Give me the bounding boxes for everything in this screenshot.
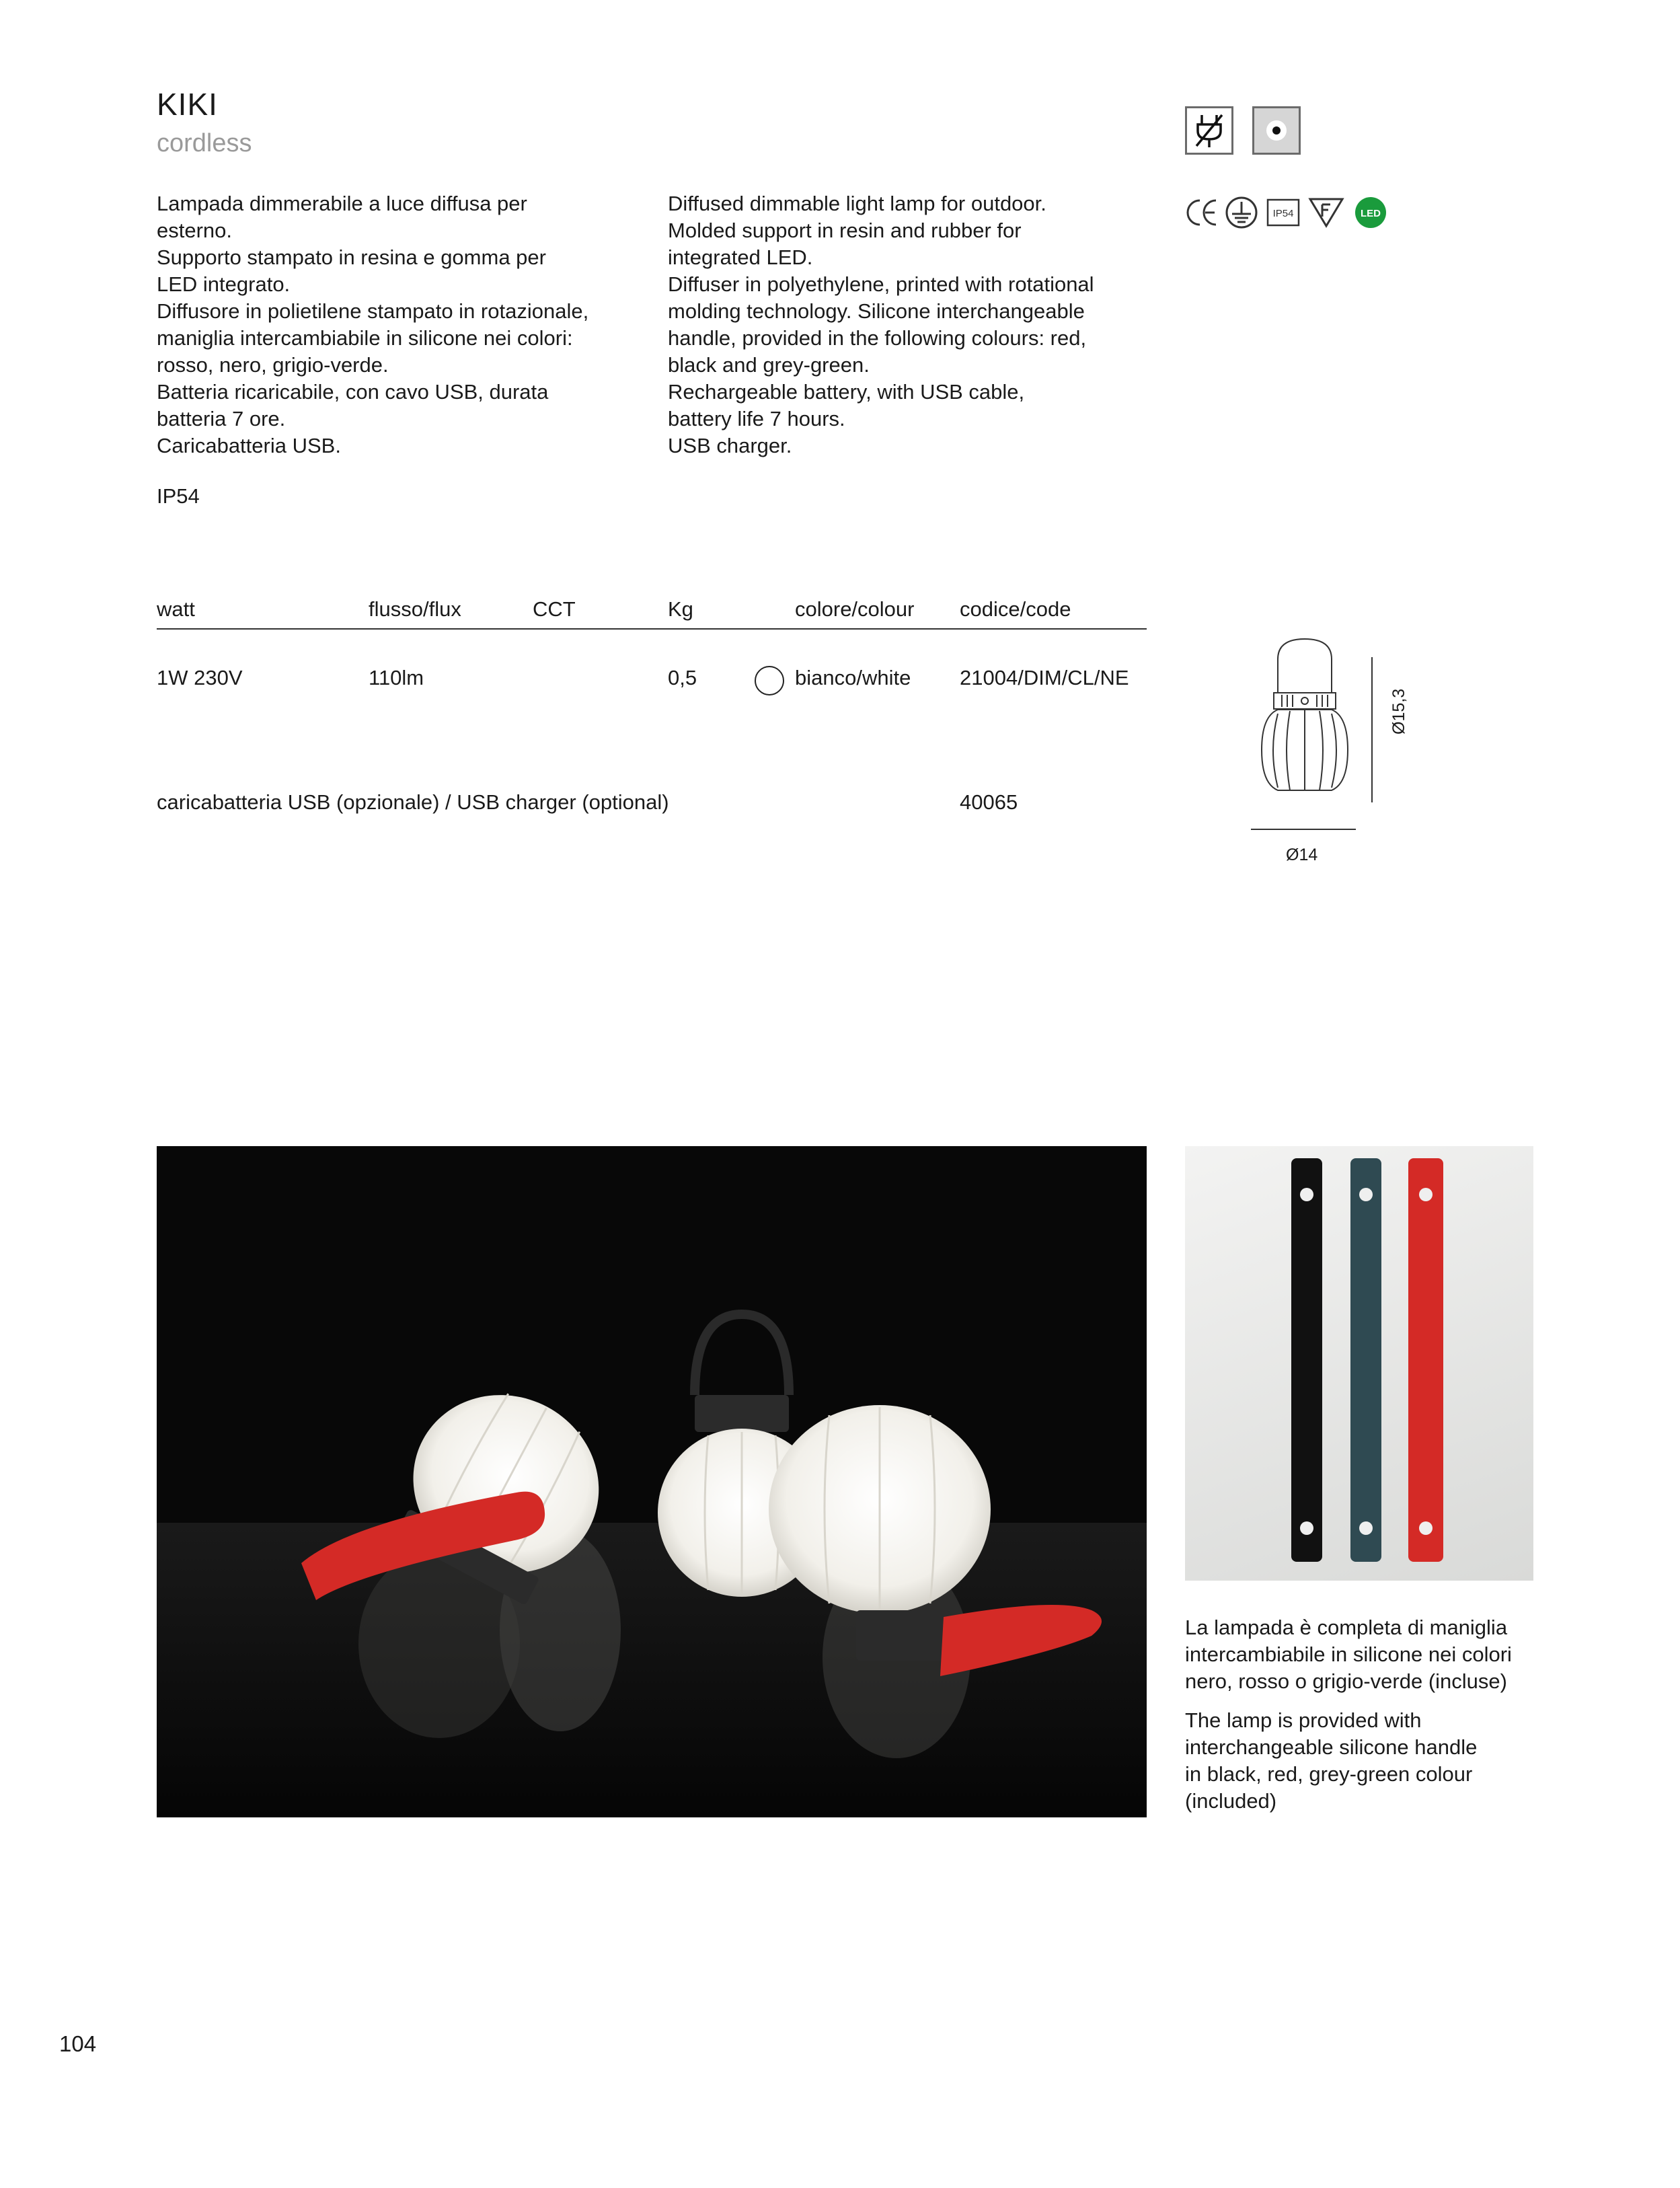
accessory-label: caricabatteria USB (opzionale) / USB charger (optional) bbox=[157, 790, 669, 814]
row-colour: bianco/white bbox=[795, 666, 911, 689]
row-flux: 110lm bbox=[369, 666, 424, 689]
page-number: 104 bbox=[59, 2031, 97, 2056]
ip-rating: IP54 bbox=[157, 484, 200, 508]
header-cct: CCT bbox=[533, 597, 576, 621]
technical-drawing bbox=[1237, 622, 1426, 878]
table-divider bbox=[157, 628, 1147, 630]
caption-english: The lamp is provided with interchangeable silicone handle in black, red, grey-green colour (included) bbox=[1185, 1708, 1478, 1813]
description-english: Diffused dimmable light lamp for outdoor. Molded support in resin and rubber for integrated LED. Diffuser in polyethylene, printed with rotational molding technology. Silicone interchangeable handle, provided in the following colours: red, black and grey-green. Rechargeable battery, with USB cable, battery life 7 hours. USB charger. bbox=[668, 192, 1094, 457]
svg-text:IP54: IP54 bbox=[1272, 208, 1294, 219]
product-title: KIKI bbox=[157, 87, 218, 122]
row-code: 21004/DIM/CL/NE bbox=[960, 666, 1129, 689]
caption-italian: La lampada è completa di maniglia intercambiabile in silicone nei colori nero, rosso o grigio-verde (incluse) bbox=[1185, 1616, 1512, 1693]
ce-mark-icon bbox=[1184, 195, 1219, 230]
header-flux: flusso/flux bbox=[369, 597, 461, 621]
colour-swatch-white bbox=[755, 666, 784, 695]
handles-photo bbox=[1185, 1146, 1533, 1581]
header-watt: watt bbox=[157, 597, 195, 621]
ip54-icon bbox=[1266, 195, 1301, 230]
height-dimension: Ø15,3 bbox=[1389, 688, 1408, 734]
led-badge-icon bbox=[1353, 195, 1388, 230]
accessory-code: 40065 bbox=[960, 790, 1018, 814]
header-code: codice/code bbox=[960, 597, 1071, 621]
product-photo bbox=[157, 1146, 1147, 1817]
svg-text:LED: LED bbox=[1361, 208, 1381, 219]
product-subtitle: cordless bbox=[157, 129, 252, 157]
header-colour: colore/colour bbox=[795, 597, 915, 621]
header-kg: Kg bbox=[668, 597, 693, 621]
f-mark-icon bbox=[1307, 195, 1345, 230]
light-distribution-icon bbox=[1252, 106, 1301, 155]
row-watt: 1W 230V bbox=[157, 666, 243, 689]
width-dimension: Ø14 bbox=[1286, 845, 1318, 864]
cordless-icon bbox=[1185, 106, 1233, 155]
earth-ground-icon bbox=[1224, 195, 1259, 230]
description-italian: Lampada dimmerabile a luce diffusa per esterno. Supporto stampato in resina e gomma per LED integrato. Diffusore in polietilene stampato in rotazionale, maniglia intercambiabile in silicone nei colori: rosso, nero, grigio-verde. Batteria ricaricabile, con cavo USB, durata batteria 7 ore. Caricabatteria USB. bbox=[157, 192, 589, 457]
row-kg: 0,5 bbox=[668, 666, 697, 689]
